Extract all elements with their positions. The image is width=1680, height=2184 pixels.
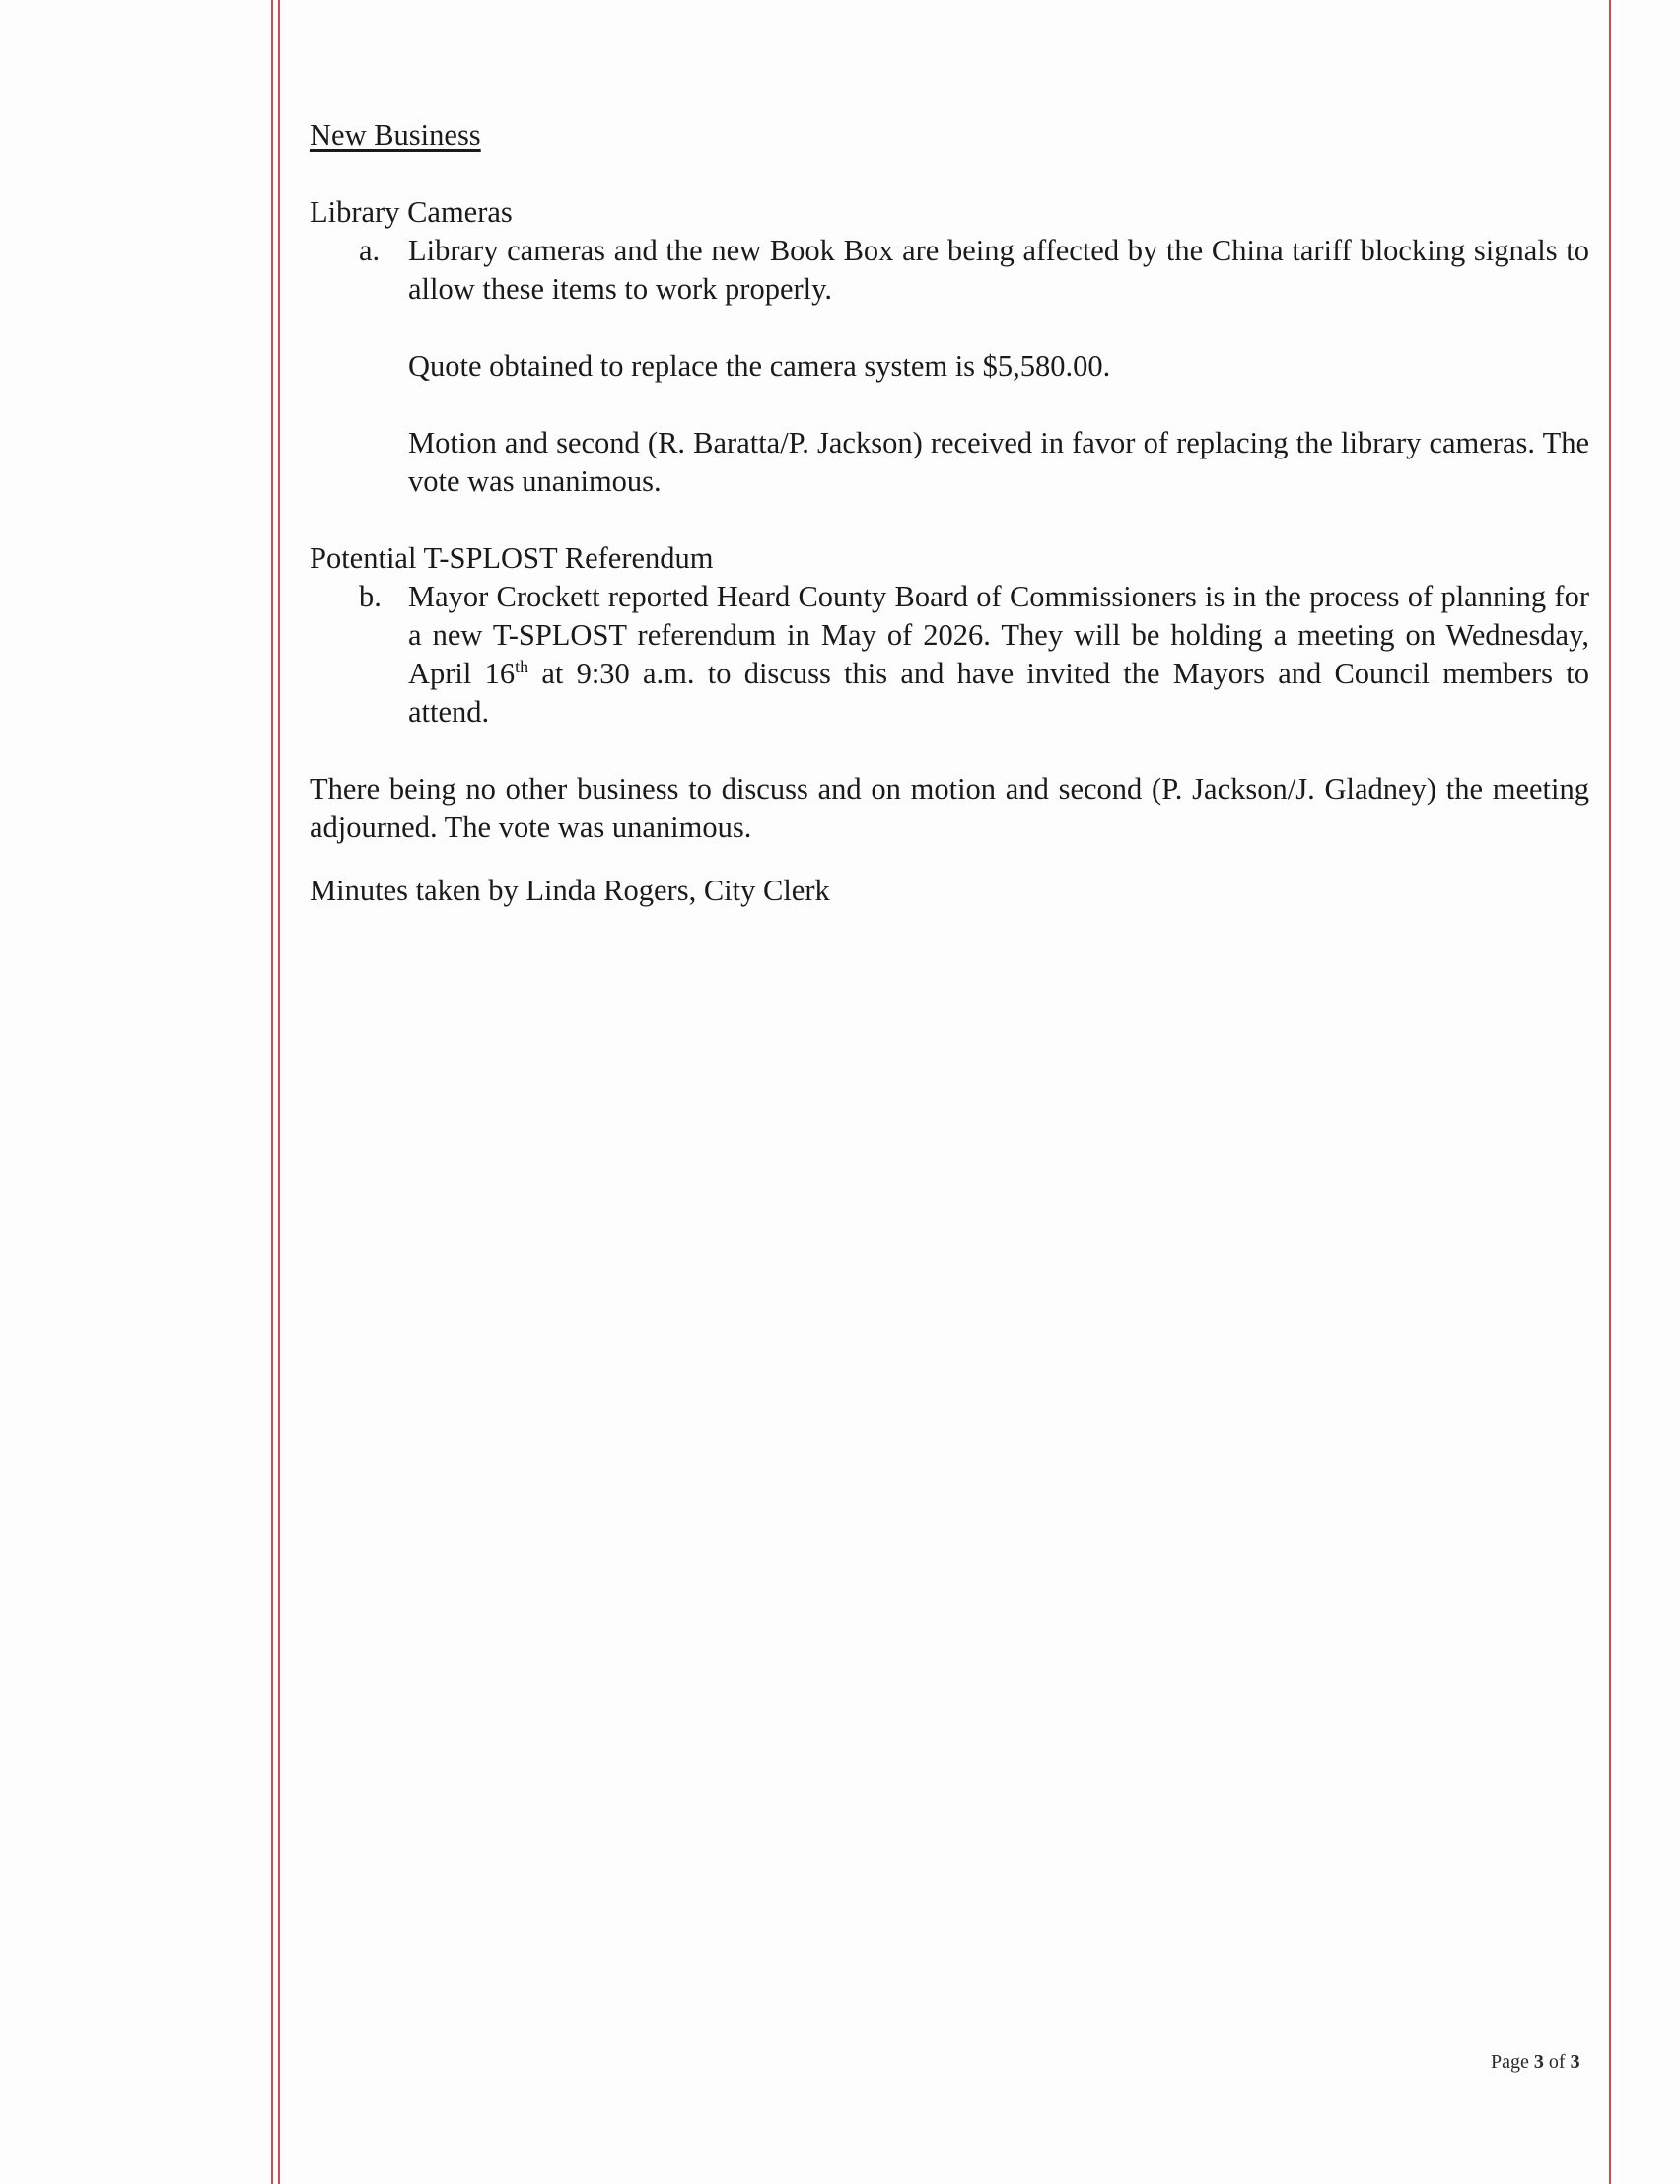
list-marker: b.	[359, 580, 382, 613]
of-label: of	[1548, 2051, 1566, 2073]
minutes-taken-by: Minutes taken by Linda Rogers, City Clerk	[310, 874, 830, 907]
closing-paragraph: There being no other business to discuss and on motion and second (P. Jackson/J. Gladney) the meeting adjourned. The vote was unanimous.	[310, 772, 1589, 844]
left-margin-rule-outer	[271, 0, 273, 2184]
total-pages: 3	[1570, 2051, 1580, 2073]
ordinal-suffix: th	[515, 656, 529, 676]
list-marker: a.	[359, 234, 381, 267]
new-business-heading: New Business	[310, 118, 481, 152]
section-title-library-cameras: Library Cameras	[310, 195, 513, 229]
list-item-a	[310, 232, 1589, 309]
left-margin-rule-inner	[278, 0, 280, 2184]
tsplost-text-part2: at 9:30 a.m. to discuss this and have invited the Mayors and Council members to attend.	[408, 657, 1589, 729]
library-cameras-text: Library cameras and the new Book Box are being affected by the China tariff blocking signals to allow these items to work properly.	[408, 234, 1589, 306]
page-label: Page	[1491, 2051, 1529, 2073]
minutes-content	[310, 116, 1589, 910]
tsplost-text	[408, 578, 1589, 732]
page-number: 3	[1533, 2051, 1544, 2073]
page-number-footer	[1491, 2051, 1580, 2074]
camera-motion-text: Motion and second (R. Baratta/P. Jackson) received in favor of replacing the library cameras. The vote was unanimous.	[408, 426, 1589, 498]
section-title-tsplost: Potential T-SPLOST Referendum	[310, 541, 714, 575]
tsplost-text-part1: Mayor Crockett reported Heard County Board of Commissioners is in the process of planning for a new T-SPLOST referendum in May of 2026. They will be holding a meeting on Wednesday, April 16	[408, 580, 1589, 690]
list-item-b	[310, 578, 1589, 732]
right-margin-rule	[1609, 0, 1611, 2184]
camera-quote-text: Quote obtained to replace the camera system is $5,580.00.	[408, 349, 1111, 383]
